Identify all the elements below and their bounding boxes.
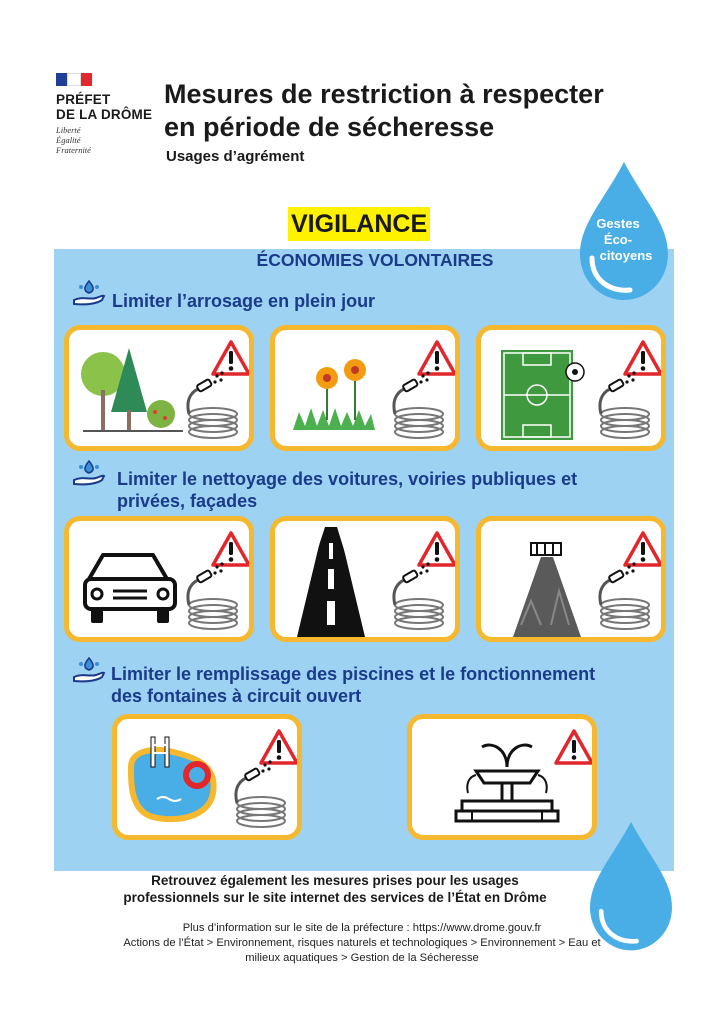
page-subtitle: Usages d’agrément xyxy=(166,148,305,165)
section3-title xyxy=(111,663,595,707)
footer-notice xyxy=(60,872,610,906)
vigilance-label: VIGILANCE xyxy=(288,207,430,241)
section2-title-line2: privées, façades xyxy=(117,491,258,511)
pool-filling-icon xyxy=(117,719,297,835)
card-flowers-watering xyxy=(270,325,460,451)
hand-water-drop-icon xyxy=(72,458,106,486)
footer-bold-line2: professionnels sur le site internet des services de l’État en Drôme xyxy=(123,890,547,905)
hand-water-drop-icon xyxy=(72,278,106,306)
eco-gestures-drop-icon xyxy=(568,160,680,306)
fountain-icon xyxy=(412,719,592,835)
motto-fraternite: Fraternité xyxy=(56,145,91,155)
page-title xyxy=(164,78,684,144)
car-washing-icon xyxy=(69,521,249,637)
trees-watering-icon xyxy=(69,330,249,446)
card-facade-washing xyxy=(476,516,666,642)
badge-line1: Gestes xyxy=(596,216,640,231)
footer-info xyxy=(40,921,684,966)
footer-info-line2: Actions de l’État > Environnement, risques naturels et technologiques > Environnement > Eau et xyxy=(123,937,601,949)
section3-title-line2: des fontaines à circuit ouvert xyxy=(111,686,362,706)
prefecture-line2: DE LA DRÔME xyxy=(56,107,153,122)
card-pool-filling xyxy=(112,714,302,840)
hand-water-drop-icon xyxy=(72,655,106,683)
card-fountain xyxy=(407,714,597,840)
flowers-watering-icon xyxy=(275,330,455,446)
motto-liberte: Liberté xyxy=(56,125,81,135)
section2-title-line1: Limiter le nettoyage des voitures, voiries publiques et xyxy=(117,469,578,489)
prefecture-logo xyxy=(56,92,152,122)
section3-title-line1: Limiter le remplissage des piscines et le fonctionnement xyxy=(111,664,596,684)
title-line1: Mesures de restriction à respecter xyxy=(164,79,604,109)
footer-bold-line1: Retrouvez également les mesures prises pour les usages xyxy=(151,873,519,888)
facade-washing-icon xyxy=(481,521,661,637)
motto xyxy=(56,125,91,155)
title-line2: en période de sécheresse xyxy=(164,112,495,142)
sports-field-watering-icon xyxy=(481,330,661,446)
road-washing-icon xyxy=(275,521,455,637)
card-sports-field-watering xyxy=(476,325,666,451)
card-trees-watering xyxy=(64,325,254,451)
republic-flag-icon xyxy=(56,73,92,86)
footer-info-line1: Plus d’information sur le site de la préfecture : https://www.drome.gouv.fr xyxy=(182,922,542,934)
prefecture-line1: PRÉFET xyxy=(56,92,111,107)
section1-title: Limiter l’arrosage en plein jour xyxy=(112,291,376,311)
badge-line2: Éco- xyxy=(603,232,633,247)
motto-egalite: Égalité xyxy=(56,135,81,145)
level-subtitle: ÉCONOMIES VOLONTAIRES xyxy=(256,250,494,270)
section2-title xyxy=(117,468,577,512)
badge-line3: citoyens xyxy=(599,248,653,263)
card-road-washing xyxy=(270,516,460,642)
footer-info-line3: milieux aquatiques > Gestion de la Sécheresse xyxy=(245,952,479,964)
card-car-washing xyxy=(64,516,254,642)
